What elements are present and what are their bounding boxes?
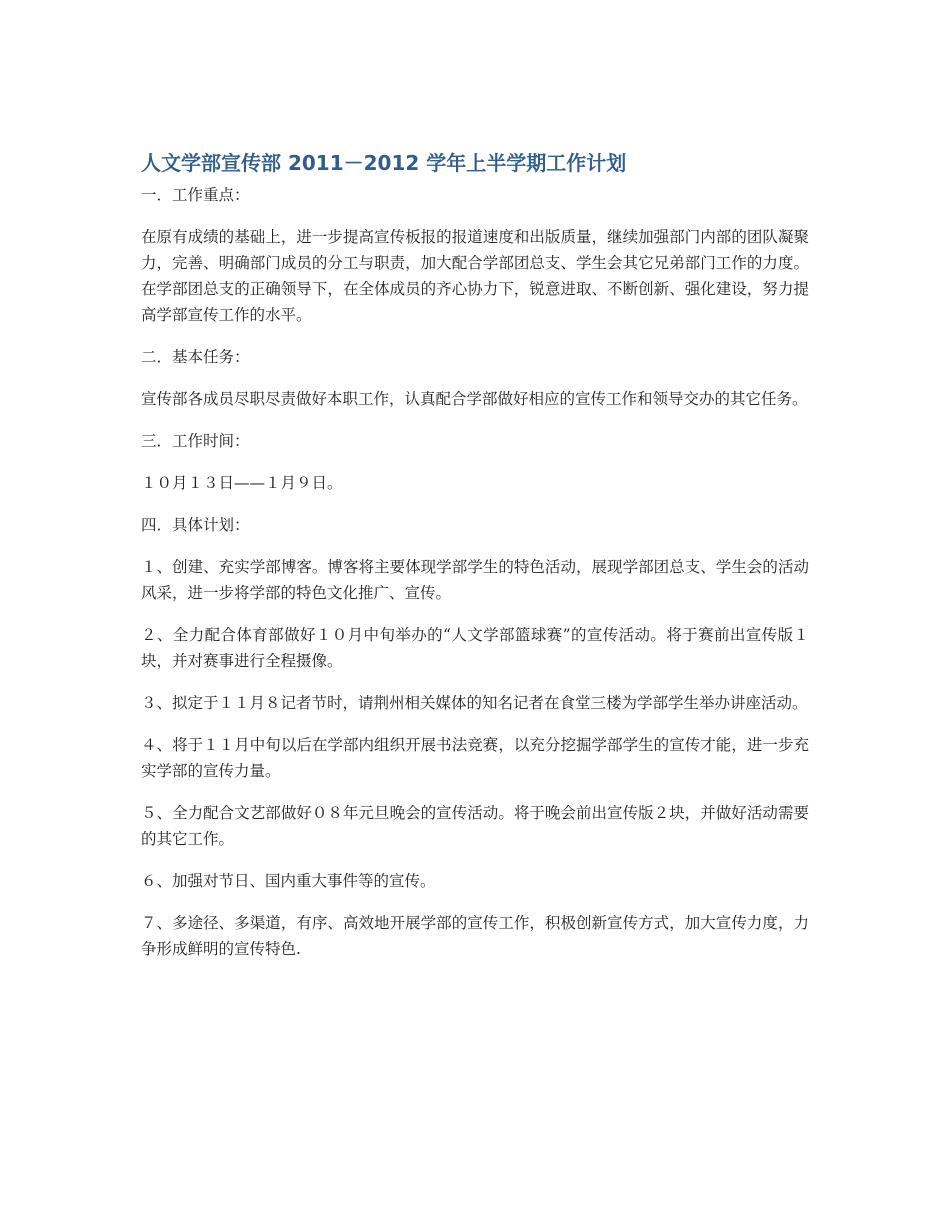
- paragraph-basic-tasks: 宣传部各成员尽职尽责做好本职工作，认真配合学部做好相应的宣传工作和领导交办的其它任务。: [141, 390, 808, 408]
- section-heading-4: 四．具体计划：: [141, 516, 250, 534]
- plan-item-4: ４、将于１１月中旬以后在学部内组织开展书法竞赛，以充分挖掘学部学生的宣传才能，进一步充实学部的宣传力量。: [141, 736, 809, 780]
- plan-item-5: ５、全力配合文艺部做好０８年元旦晚会的宣传活动。将于晚会前出宣传版２块，并做好活动需要的其它工作。: [141, 804, 809, 848]
- plan-item-6: ６、加强对节日、国内重大事件等的宣传。: [141, 872, 436, 890]
- paragraph-work-focus: 在原有成绩的基础上，进一步提高宣传板报的报道速度和出版质量，继续加强部门内部的团队凝聚力，完善、明确部门成员的分工与职责，加大配合学部团总支、学生会其它兄弟部门工作的力度。在学部团总支的正确领导下，在全体成员的齐心协力下，锐意进取、不断创新、强化建设，努力提高学部宣传工作的水平。: [141, 228, 809, 324]
- plan-item-1: １、创建、充实学部博客。博客将主要体现学部学生的特色活动，展现学部团总支、学生会的活动风采，进一步将学部的特色文化推广、宣传。: [141, 558, 809, 602]
- document-title: 人文学部宣传部 2011－2012 学年上半学期工作计划: [141, 151, 627, 175]
- paragraph-work-time: １０月１３日——１月９日。: [141, 474, 343, 492]
- section-heading-2: 二．基本任务：: [141, 348, 250, 366]
- plan-item-3: ３、拟定于１１月８记者节时，请荆州相关媒体的知名记者在食堂三楼为学部学生举办讲座活动。: [141, 694, 808, 712]
- section-heading-1: 一．工作重点：: [141, 186, 250, 204]
- plan-item-2: ２、全力配合体育部做好１０月中旬举办的“人文学部篮球赛”的宣传活动。将于赛前出宣传版１块，并对赛事进行全程摄像。: [141, 626, 809, 670]
- document-page: [141, 148, 809, 978]
- section-heading-3: 三．工作时间：: [141, 432, 250, 450]
- plan-item-7: ７、多途径、多渠道，有序、高效地开展学部的宣传工作，积极创新宣传方式，加大宣传力度，力争形成鲜明的宣传特色.: [141, 914, 809, 958]
